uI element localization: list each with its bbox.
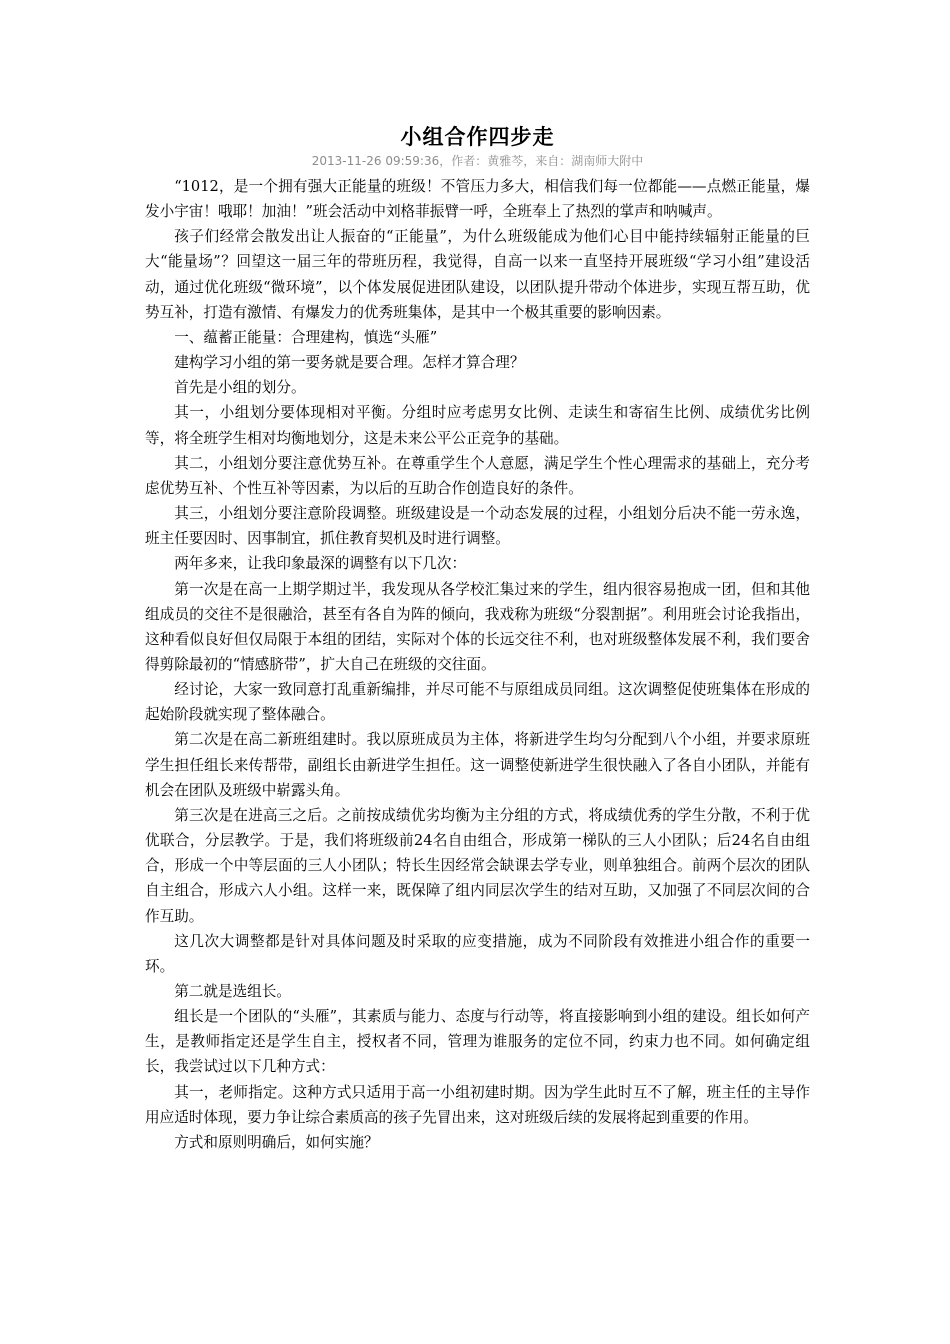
paragraph: 其二，小组划分要注意优势互补。在尊重学生个人意愿，满足学生个性心理需求的基础上，充分考虑优势互补、个性互补等因素，为以后的互助合作创造良好的条件。 — [145, 454, 810, 497]
paragraph: 第二次是在高二新班组建时。我以原班成员为主体，将新进学生均匀分配到八个小组，并要求原班学生担任组长来传帮带，副组长由新进学生担任。这一调整使新进学生很快融入了各自小团队，并能有机会在团队及班级中崭露头角。 — [145, 731, 810, 799]
paragraph: 两年多来，让我印象最深的调整有以下几次： — [174, 555, 467, 573]
paragraph: 其三，小组划分要注意阶段调整。班级建设是一个动态发展的过程，小组划分后决不能一劳永逸，班主任要因时、因事制宜，抓住教育契机及时进行调整。 — [145, 505, 810, 548]
paragraph: 这几次大调整都是针对具体问题及时采取的应变措施，成为不同阶段有效推进小组合作的重要一环。 — [145, 932, 810, 975]
paragraph: 经讨论，大家一致同意打乱重新编排，并尽可能不与原组成员同组。这次调整促使班集体在形成的起始阶段就实现了整体融合。 — [145, 681, 810, 724]
paragraph: “1012，是一个拥有强大正能量的班级！不管压力多大，相信我们每一位都能——点燃正能量，爆发小宇宙！哦耶！加油！”班会活动中刘格菲振臂一呼，全班奉上了热烈的掌声和呐喊声。 — [145, 178, 810, 221]
paragraph: 建构学习小组的第一要务就是要合理。怎样才算合理？ — [174, 354, 525, 372]
article-title: 小组合作四步走 — [400, 125, 555, 149]
paragraph: 孩子们经常会散发出让人振奋的“正能量”，为什么班级能成为他们心目中能持续辐射正能量的巨大“能量场”？回望这一届三年的带班历程，我觉得，自高一以来一直坚持开展班级“学习小组”建设活动，通过优化班级“微环境”，以个体发展促进团队建设，以团队提升带动个体进步，实现互帮互助，优势互补，打造有激情、有爆发力的优秀班集体，是其中一个极其重要的影响因素。 — [145, 228, 810, 321]
paragraph: 第二就是选组长。 — [174, 983, 291, 1000]
paragraph: 其一，小组划分要体现相对平衡。分组时应考虑男女比例、走读生和寄宿生比例、成绩优劣比例等，将全班学生相对均衡地划分，这是未来公平公正竞争的基础。 — [145, 404, 810, 447]
paragraph: 首先是小组的划分。 — [174, 379, 306, 397]
paragraph: 方式和原则明确后，如何实施？ — [174, 1133, 379, 1151]
article — [145, 123, 810, 1155]
paragraph: 第三次是在进高三之后。之前按成绩优劣均衡为主分组的方式，将成绩优秀的学生分散，不利于优优联合，分层教学。于是，我们将班级前24名自由组合，形成第一梯队的三人小团队；后24名自由组合，形成一个中等层面的三人小团队；特长生因经常会缺课去学专业，则单独组合。前两个层次的团队自主组合，形成六人小组。这样一来，既保障了组内同层次学生的结对互助，又加强了不同层次间的合作互助。 — [145, 806, 810, 925]
section-heading: 一、蕴蓄正能量：合理建构，慎选“头雁” — [174, 328, 438, 346]
article-meta: 2013-11-26 09:59:36，作者：黄雅芩，来自：湖南师大附中 — [311, 154, 644, 168]
paragraph: 其一，老师指定。这种方式只适用于高一小组初建时期。因为学生此时互不了解，班主任的主导作用应适时体现，要力争让综合素质高的孩子先冒出来，这对班级后续的发展将起到重要的作用。 — [145, 1083, 810, 1126]
paragraph: 第一次是在高一上期学期过半，我发现从各学校汇集过来的学生，组内很容易抱成一团，但和其他组成员的交往不是很融洽，甚至有各自为阵的倾向，我戏称为班级“分裂割据”。利用班会讨论我指出，这种看似良好但仅局限于本组的团结，实际对个体的长远交往不利，也对班级整体发展不利，我们要舍得剪除最初的“情感脐带”，扩大自己在班级的交往面。 — [145, 580, 810, 673]
paragraph: 组长是一个团队的“头雁”，其素质与能力、态度与行动等，将直接影响到小组的建设。组长如何产生，是教师指定还是学生自主，授权者不同，管理为谁服务的定位不同，约束力也不同。如何确定组长，我尝试过以下几种方式： — [145, 1008, 810, 1076]
article-body — [145, 174, 810, 1155]
